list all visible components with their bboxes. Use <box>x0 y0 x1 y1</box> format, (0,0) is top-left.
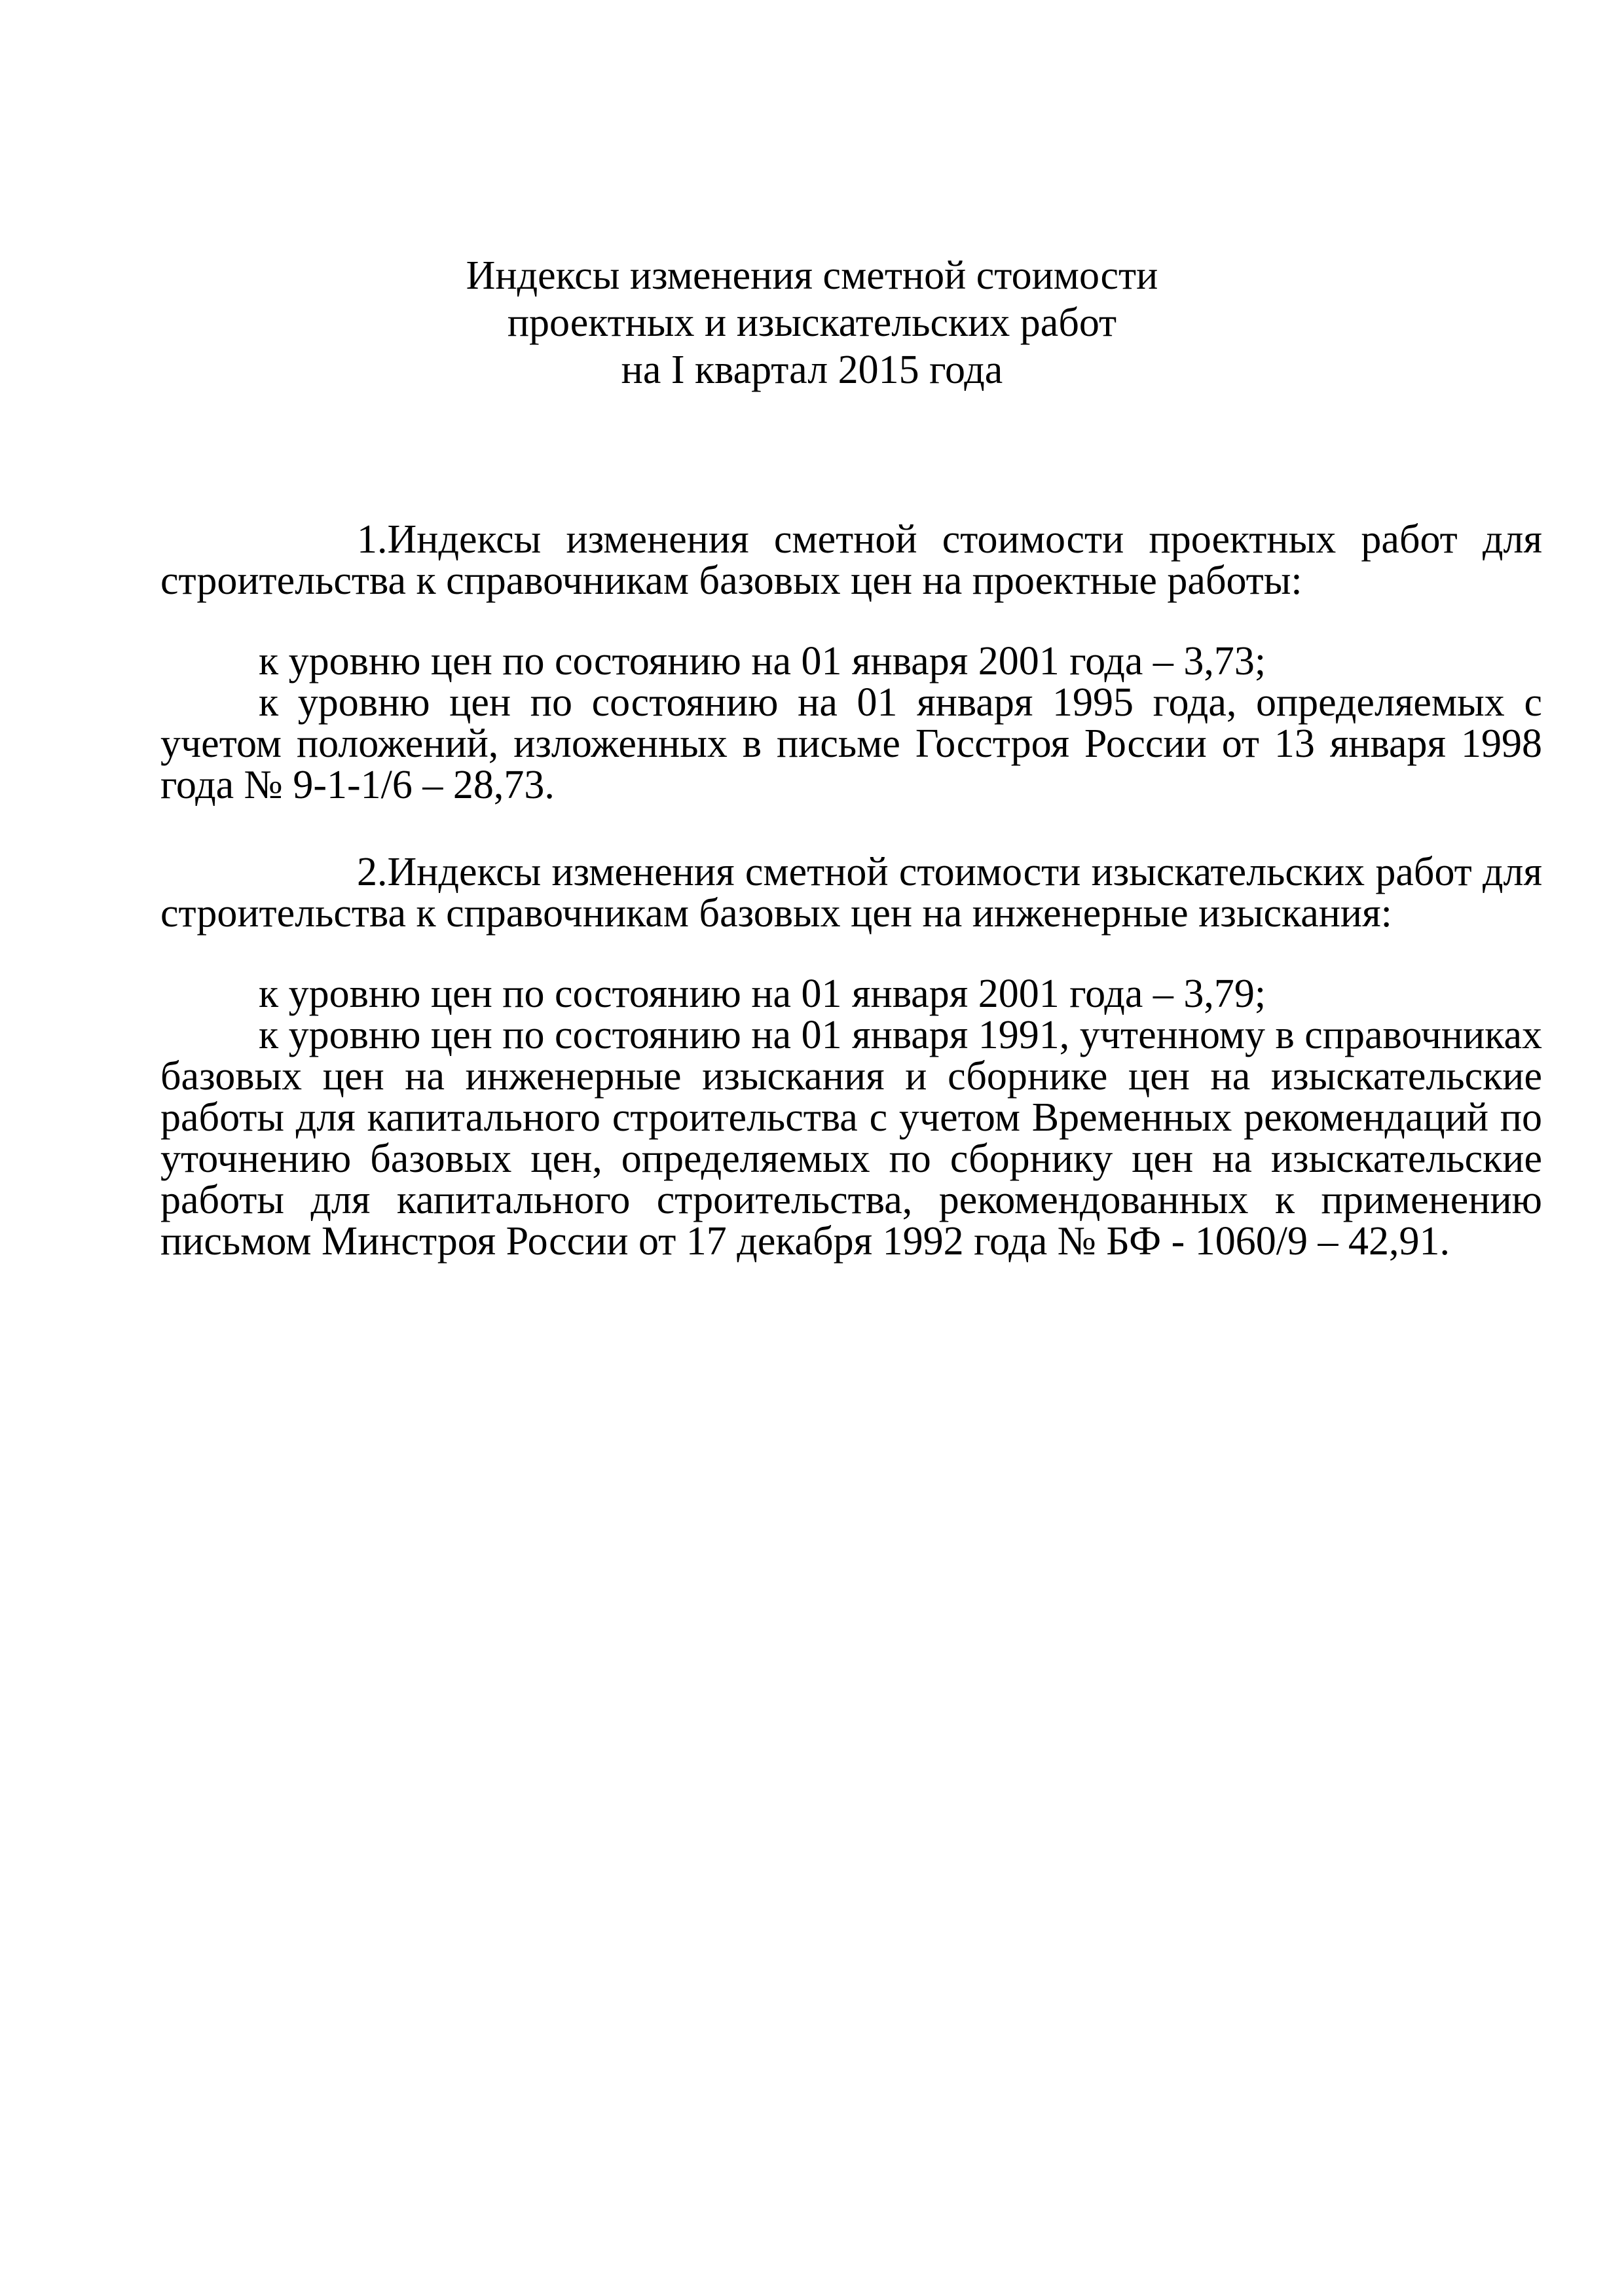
section-1-item-1: к уровню цен по состоянию на 01 января 2001 года – 3,73; <box>259 639 1266 683</box>
section-2-item-1: к уровню цен по состоянию на 01 января 2001 года – 3,79; <box>259 972 1266 1016</box>
section-2-heading <box>160 852 1542 934</box>
section-1-heading-text: Индексы изменения сметной стоимости проектных работ для строительства к справочникам базовых цен на проектные работы: <box>160 517 1542 603</box>
document-body <box>160 519 1542 1262</box>
document-title <box>160 252 1464 393</box>
section-2-number: 2. <box>357 850 388 894</box>
section-1-item-2: к уровню цен по состоянию на 01 января 1995 года, определяемых с учетом положений, изложенных в письме Госстроя России от 13 января 1998 года № 9-1-1/6 – 28,73. <box>160 680 1542 807</box>
title-line-1: Индексы изменения сметной стоимости <box>466 253 1158 298</box>
section-1-heading <box>160 519 1542 602</box>
section-2-heading-text: Индексы изменения сметной стоимости изыскательских работ для строительства к справочникам базовых цен на инженерные изыскания: <box>160 850 1542 936</box>
title-line-3: на I квартал 2015 года <box>621 348 1003 392</box>
section-2-item-2: к уровню цен по состоянию на 01 января 1991, учтенному в справочниках базовых цен на инженерные изыскания и сборнике цен на изыскательские работы для капитального строительства с учетом Временных рекомендаций по уточнению базовых цен, определяемых по сборнику цен на изыскательские работы для капитального строительства, рекомендованных к применению письмом Минстроя России от 17 декабря 1992 года № БФ - 1060/9 – 42,91. <box>160 1013 1542 1264</box>
section-1-number: 1. <box>357 517 388 562</box>
title-line-2: проектных и изыскательских работ <box>507 301 1117 345</box>
